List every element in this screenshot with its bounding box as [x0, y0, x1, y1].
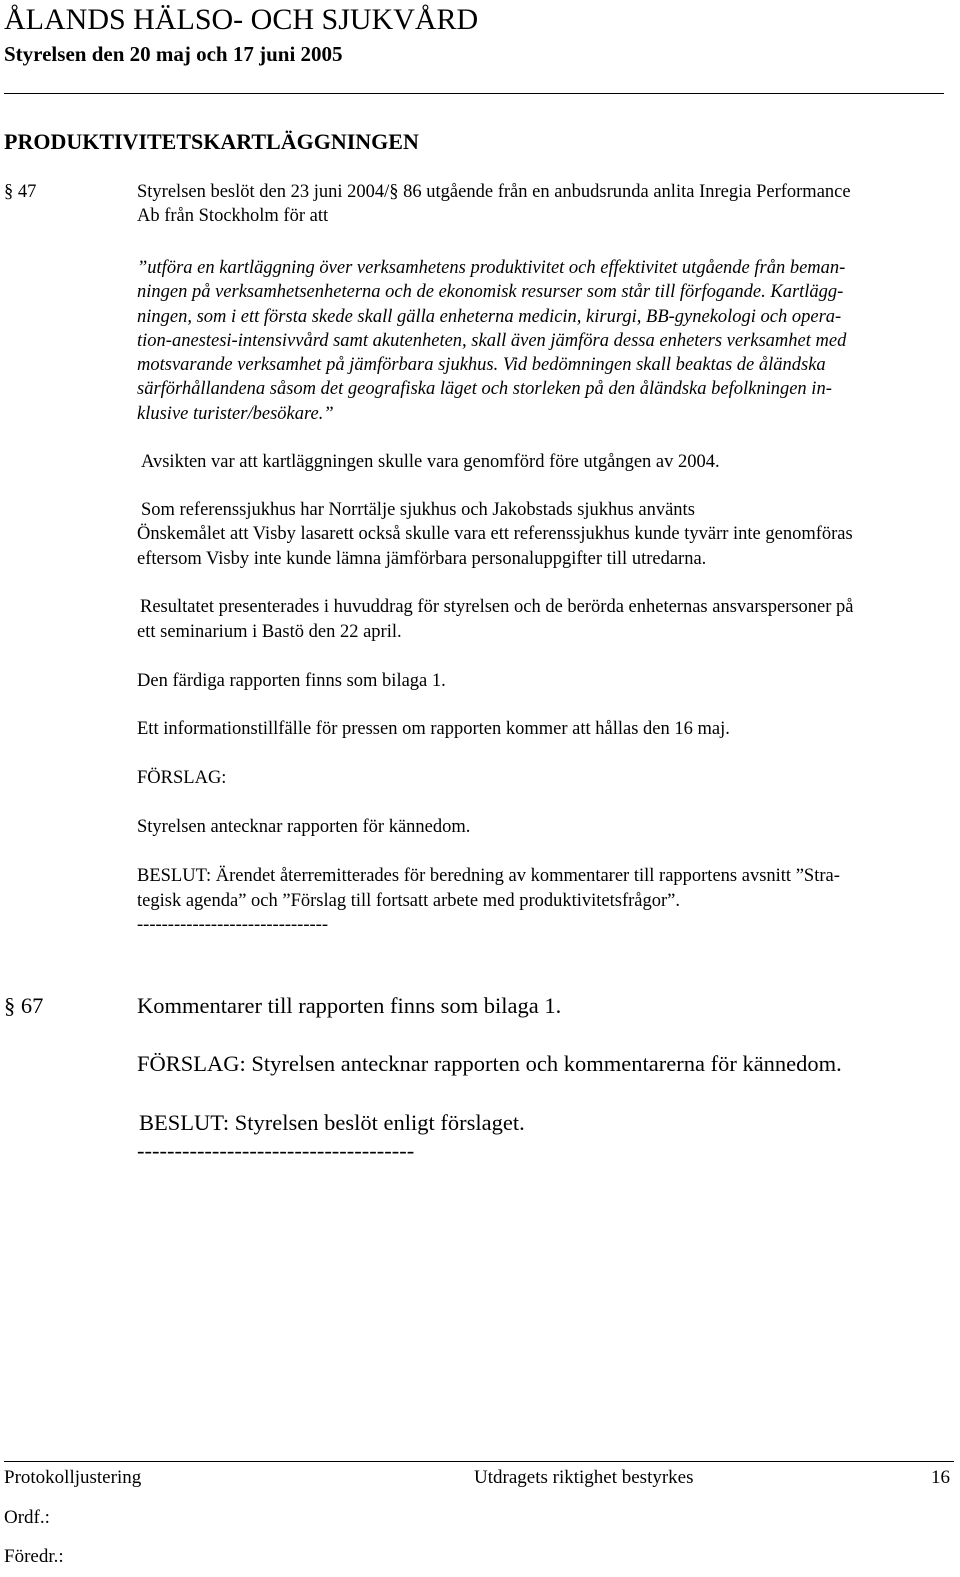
paragraph-number-67: § 67 [4, 993, 44, 1018]
proposal-text: Styrelsen antecknar rapporten för kännedom. [137, 817, 471, 837]
proposal-label: FÖRSLAG: [137, 768, 227, 788]
quote-line: ”utföra en kartläggning över verksamhetens produktivitet och effektivitet utgående från beman- [137, 258, 846, 278]
separator-67: ------------------------------------- [137, 1138, 415, 1163]
certification-label: Utdragets riktighet bestyrkes [474, 1467, 694, 1488]
quote-line: motsvarande verksamhet på jämförbara sjukhus. Vid bedömningen skall beaktas de åländska [137, 355, 826, 376]
quote-line: klusive turister/besökare.” [137, 403, 334, 424]
section-title: PRODUKTIVITETSKARTLÄGGNINGEN [4, 129, 419, 154]
presenter-label: Föredr.: [4, 1546, 64, 1567]
chair-label: Ordf.: [4, 1507, 50, 1528]
reference-line-1: Som referenssjukhus har Norrtälje sjukhus och Jakobstads sjukhus använts [141, 500, 695, 520]
page-number: 16 [931, 1467, 950, 1488]
intro-line-2: Ab från Stockholm för att [137, 206, 329, 226]
reference-line-2: Önskemålet att Visby lasarett också skulle vara ett referenssjukhus kunde tyvärr inte genomföras [137, 524, 853, 544]
separator-47: ------------------------------- [137, 915, 328, 935]
decision-line-2: tegisk agenda” och ”Förslag till fortsatt arbete med produktivitetsfrågor”. [137, 891, 681, 911]
comments-text: Kommentarer till rapporten finns som bilaga 1. [137, 993, 562, 1018]
decision-67: BESLUT: Styrelsen beslöt enligt förslaget. [139, 1110, 525, 1135]
reference-line-3: eftersom Visby inte kunde lämna jämförbara personaluppgifter till utredarna. [137, 549, 707, 569]
quote-line: tion-anestesi-intensivvård samt akutenheten, skall även jämföra dessa enheters verksamhet med [137, 330, 847, 351]
decision-line-1: BESLUT: Ärendet återremitterades för beredning av kommentarer till rapportens avsnitt ”Stra- [137, 866, 840, 886]
aim-text: Avsikten var att kartläggningen skulle vara genomförd före utgången av 2004. [141, 452, 720, 472]
quote-line: särförhållandena såsom det geografiska läget och storleken på den åländska befolkningen in- [137, 379, 832, 400]
result-line-1: Resultatet presenterades i huvuddrag för styrelsen och de berörda enheternas ansvarspersoner på [140, 597, 854, 617]
press-text: Ett informationstillfälle för pressen om rapporten kommer att hållas den 16 maj. [137, 719, 730, 739]
result-line-2: ett seminarium i Bastö den 22 april. [137, 622, 402, 642]
proposal-67: FÖRSLAG: Styrelsen antecknar rapporten och kommentarerna för kännedom. [137, 1051, 842, 1076]
report-text: Den färdiga rapporten finns som bilaga 1. [137, 671, 446, 691]
footer-divider [4, 1461, 954, 1462]
header-divider [4, 93, 944, 94]
paragraph-number-47: § 47 [4, 182, 37, 202]
assignment-quote [137, 256, 949, 426]
organization-title: ÅLANDS HÄLSO- OCH SJUKVÅRD [4, 3, 479, 36]
quote-line: ningen, som i ett första skede skall gälla enheterna medicin, kirurgi, BB-gynekologi och opera- [137, 306, 842, 327]
meeting-date: Styrelsen den 20 maj och 17 juni 2005 [4, 42, 343, 66]
minutes-check-label: Protokolljustering [4, 1467, 142, 1488]
intro-line-1: Styrelsen beslöt den 23 juni 2004/§ 86 utgående från en anbudsrunda anlita Inregia Performance [137, 182, 851, 202]
quote-line: ningen på verksamhetsenheterna och de ekonomisk resurser som står till förfogande. Kartlägg- [137, 282, 844, 303]
